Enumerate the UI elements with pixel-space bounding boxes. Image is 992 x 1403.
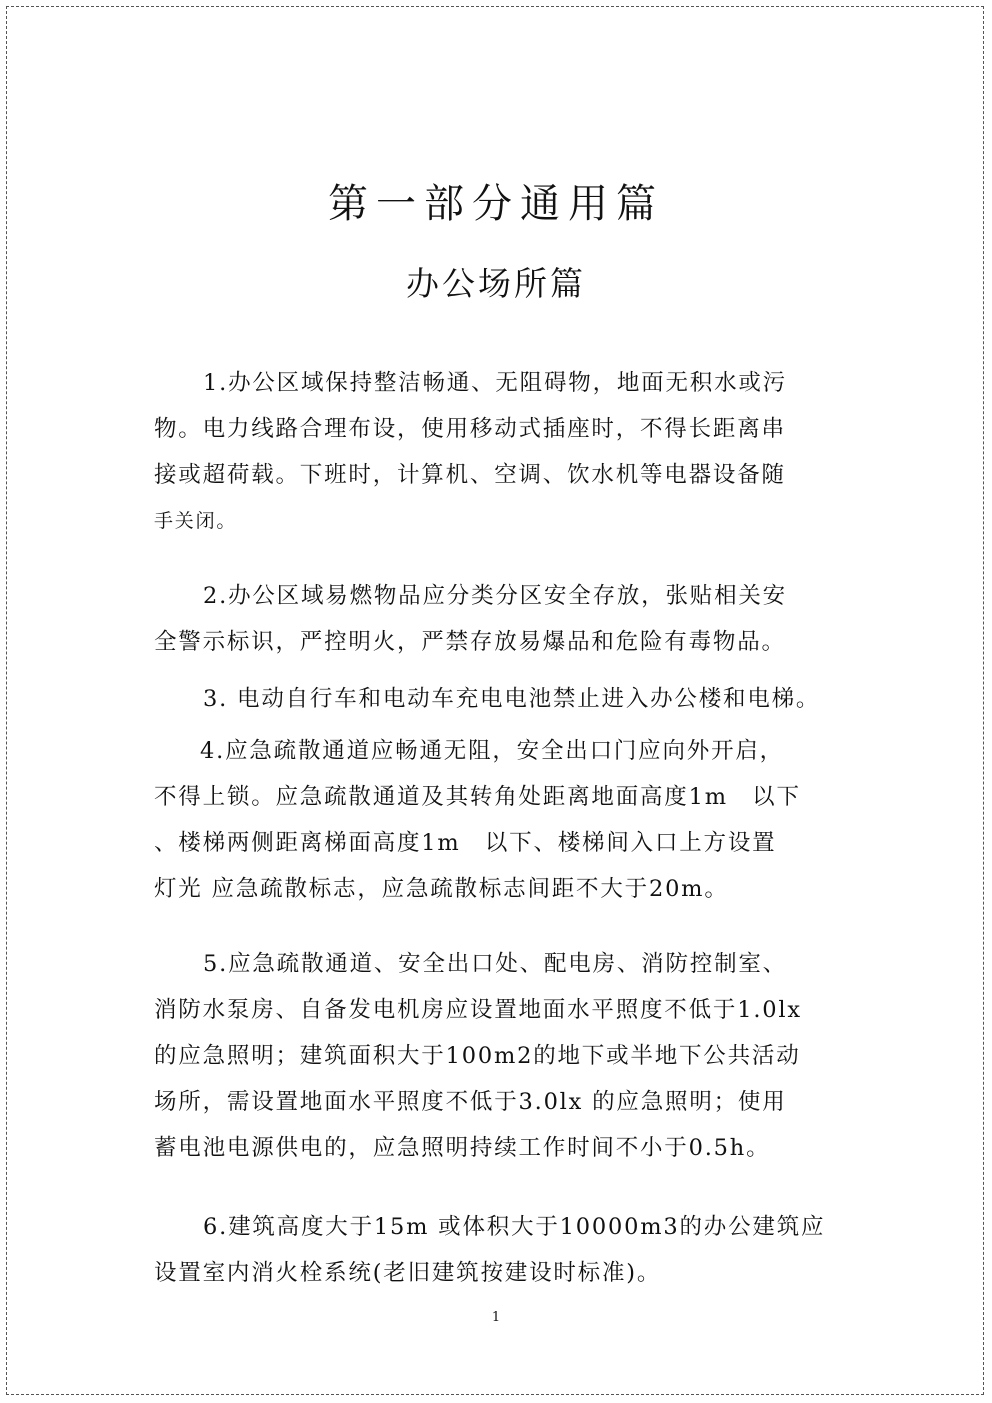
page-title: 第一部分通用篇: [328, 181, 664, 227]
paragraph-4: [154, 728, 844, 912]
paragraph-line: 2.办公区域易燃物品应分类分区安全存放，张贴相关安: [203, 583, 787, 609]
paragraph-line: 物。电力线路合理布设，使用移动式插座时，不得长距离串: [154, 416, 786, 442]
paragraph-3: [154, 676, 844, 722]
paragraph-line: 不得上锁。应急疏散通道及其转角处距离地面高度1m 以下: [154, 784, 801, 810]
paragraph-line: 的应急照明；建筑面积大于100m2的地下或半地下公共活动: [154, 1043, 801, 1069]
paragraph-line: 5.应急疏散通道、安全出口处、配电房、消防控制室、: [203, 951, 787, 977]
paragraph-line: 灯光 应急疏散标志，应急疏散标志间距不大于20m。: [154, 876, 729, 902]
paragraph-5: [154, 941, 844, 1171]
paragraph-line: 场所，需设置地面水平照度不低于3.0lx 的应急照明；使用: [154, 1089, 787, 1115]
paragraph-1: [154, 360, 844, 544]
paragraph-line: 6.建筑高度大于15m 或体积大于10000m3的办公建筑应: [203, 1214, 826, 1240]
paragraph-line: 、楼梯两侧距离梯面高度1m 以下、楼梯间入口上方设置: [154, 830, 777, 856]
paragraph-line: 全警示标识，严控明火，严禁存放易爆品和危险有毒物品。: [154, 629, 786, 655]
paragraph-line: 3. 电动自行车和电动车充电电池禁止进入办公楼和电梯。: [203, 686, 821, 712]
paragraph-line: 接或超荷载。下班时，计算机、空调、饮水机等电器设备随: [154, 462, 786, 488]
paragraph-line: 消防水泵房、自备发电机房应设置地面水平照度不低于1.0lx: [154, 997, 802, 1023]
paragraph-line: 4.应急疏散通道应畅通无阻，安全出口门应向外开启，: [200, 738, 784, 764]
paragraph-line: 蓄电池电源供电的，应急照明持续工作时间不小于0.5h。: [154, 1135, 771, 1161]
paragraph-line: 设置室内消火栓系统(老旧建筑按建设时标准)。: [154, 1260, 662, 1286]
paragraph-line: 手关闭。: [154, 510, 238, 532]
paragraph-line: 1.办公区域保持整洁畅通、无阻碍物，地面无积水或污: [203, 370, 787, 396]
page-subtitle: 办公场所篇: [406, 264, 586, 303]
paragraph-2: [154, 573, 844, 665]
page-number: 1: [491, 1310, 501, 1325]
paragraph-6: [154, 1204, 844, 1296]
